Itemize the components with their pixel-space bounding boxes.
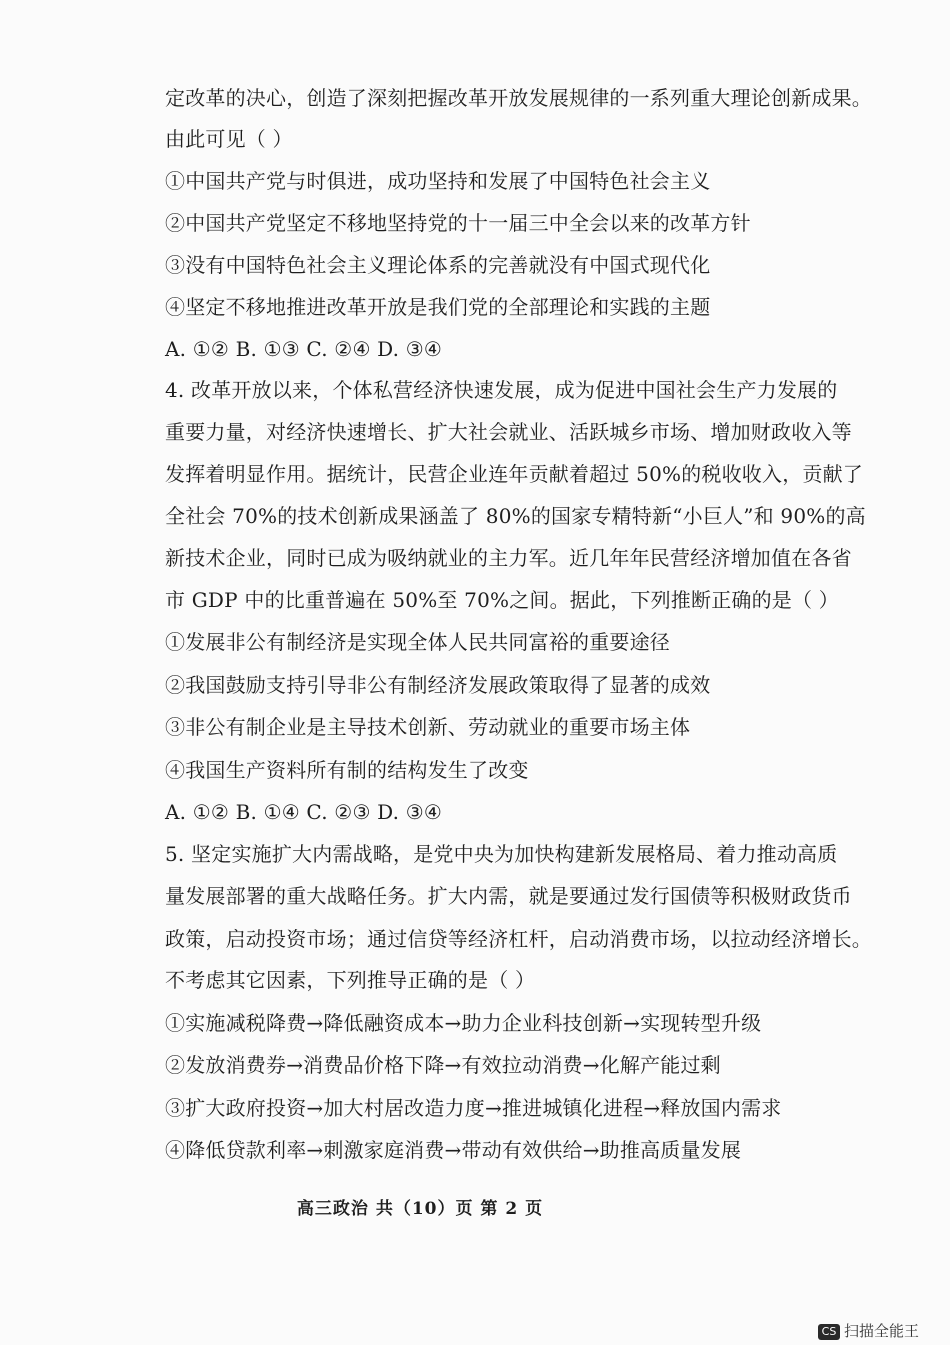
text-line: 重要力量，对经济快速增长、扩大社会就业、活跃城乡市场、增加财政收入等 [165, 420, 852, 444]
footer-text: 高三政治 共（10）页 第 2 页 [296, 1199, 544, 1219]
text-line: 发挥着明显作用。据统计，民营企业连年贡献着超过 50%的税收收入，贡献了 [165, 462, 864, 486]
scanner-watermark [818, 1320, 919, 1341]
text-line: ④我国生产资料所有制的结构发生了改变 [165, 758, 529, 782]
text-line: ②发放消费券→消费品价格下降→有效拉动消费→化解产能过剩 [165, 1053, 721, 1077]
text-line: 市 GDP 中的比重普遍在 50%至 70%之间。据此，下列推断正确的是（ ） [165, 588, 839, 612]
text-line: ①中国共产党与时俱进，成功坚持和发展了中国特色社会主义 [165, 169, 711, 193]
text-line: ②我国鼓励支持引导非公有制经济发展政策取得了显著的成效 [165, 673, 711, 697]
page-footer [0, 1194, 950, 1219]
text-line: ③扩大政府投资→加大村居改造力度→推进城镇化进程→释放国内需求 [165, 1096, 782, 1120]
text-line: 全社会 70%的技术创新成果涵盖了 80%的国家专精特新“小巨人”和 90%的高 [165, 504, 866, 528]
question-4: 4. 改革开放以来，个体私营经济快速发展，成为促进中国社会生产力发展的 [165, 378, 838, 402]
scanner-text: 扫描全能王 [844, 1322, 920, 1340]
question-5: 5. 坚定实施扩大内需战略，是党中央为加快构建新发展格局、着力推动高质 [165, 842, 838, 866]
text-line: 新技术企业，同时已成为吸纳就业的主力军。近几年年民营经济增加值在各省 [165, 546, 852, 570]
text-line: ④降低贷款利率→刺激家庭消费→带动有效供给→助推高质量发展 [165, 1138, 742, 1162]
scanner-logo-icon: CS [818, 1324, 840, 1340]
text-line: ④坚定不移地推进改革开放是我们党的全部理论和实践的主题 [165, 295, 711, 319]
answer-options: A. ①② B. ①④ C. ②③ D. ③④ [165, 800, 443, 824]
answer-options: A. ①② B. ①③ C. ②④ D. ③④ [165, 337, 443, 361]
text-line: ②中国共产党坚定不移地坚持党的十一届三中全会以来的改革方针 [165, 211, 751, 235]
text-line: 量发展部署的重大战略任务。扩大内需，就是要通过发行国债等积极财政货币 [165, 884, 852, 908]
text-line: 由此可见（ ） [165, 127, 293, 151]
text-line: 政策，启动投资市场；通过信贷等经济杠杆，启动消费市场，以拉动经济增长。 [165, 927, 872, 951]
text-line: ①发展非公有制经济是实现全体人民共同富裕的重要途径 [165, 630, 670, 654]
text-line: ③非公有制企业是主导技术创新、劳动就业的重要市场主体 [165, 715, 691, 739]
text-line: ③没有中国特色社会主义理论体系的完善就没有中国式现代化 [165, 253, 711, 277]
text-line: ①实施减税降费→降低融资成本→助力企业科技创新→实现转型升级 [165, 1011, 762, 1035]
text-line: 定改革的决心，创造了深刻把握改革开放发展规律的一系列重大理论创新成果。 [165, 86, 872, 110]
text-line: 不考虑其它因素，下列推导正确的是（ ） [165, 968, 536, 992]
